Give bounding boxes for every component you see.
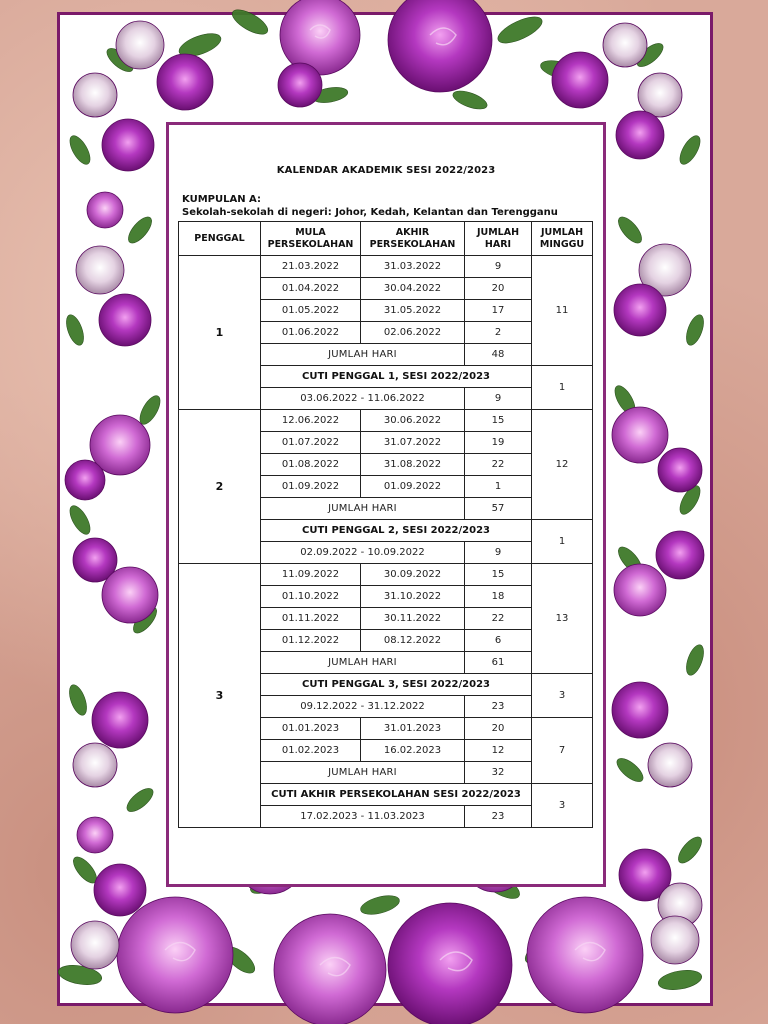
end-date: 31.01.2023: [361, 718, 465, 740]
end-break-label: CUTI AKHIR PERSEKOLAHAN SESI 2022/2023: [261, 784, 532, 806]
total-label: JUMLAH HARI: [261, 498, 465, 520]
total-label: JUMLAH HARI: [261, 762, 465, 784]
break-label: CUTI PENGGAL 3, SESI 2022/2023: [261, 674, 532, 696]
day-count: 6: [465, 630, 532, 652]
break-weeks: 1: [532, 520, 593, 564]
total-days: 57: [465, 498, 532, 520]
end-date: 31.07.2022: [361, 432, 465, 454]
end-date: 30.11.2022: [361, 608, 465, 630]
header-jumlah-minggu: JUMLAH MINGGU: [532, 222, 593, 256]
week-count: 11: [532, 256, 593, 366]
end-date: 30.06.2022: [361, 410, 465, 432]
end-date: 02.06.2022: [361, 322, 465, 344]
day-count: 19: [465, 432, 532, 454]
break-weeks: 1: [532, 366, 593, 410]
start-date: 01.10.2022: [261, 586, 361, 608]
day-count: 20: [465, 718, 532, 740]
day-count: 15: [465, 564, 532, 586]
total-label: JUMLAH HARI: [261, 344, 465, 366]
day-count: 9: [465, 256, 532, 278]
header-mula: MULA PERSEKOLAHAN: [261, 222, 361, 256]
start-date: 01.02.2023: [261, 740, 361, 762]
day-count: 12: [465, 740, 532, 762]
day-count: 1: [465, 476, 532, 498]
start-date: 01.04.2022: [261, 278, 361, 300]
break-range: 02.09.2022 - 10.09.2022: [261, 542, 465, 564]
break-range: 03.06.2022 - 11.06.2022: [261, 388, 465, 410]
start-date: 12.06.2022: [261, 410, 361, 432]
end-date: 31.08.2022: [361, 454, 465, 476]
break-days: 9: [465, 542, 532, 564]
group-description: Sekolah-sekolah di negeri: Johor, Kedah, Kelantan dan Terengganu: [182, 207, 558, 218]
week-count: 12: [532, 410, 593, 520]
document-title: KALENDAR AKADEMIK SESI 2022/2023: [276, 165, 496, 176]
day-count: 18: [465, 586, 532, 608]
header-penggal: PENGGAL: [179, 222, 261, 256]
start-date: 11.09.2022: [261, 564, 361, 586]
week-count: 13: [532, 564, 593, 674]
total-days: 48: [465, 344, 532, 366]
break-weeks: 3: [532, 674, 593, 718]
penggal-number: 1: [179, 256, 261, 410]
start-date: 01.06.2022: [261, 322, 361, 344]
total-days: 32: [465, 762, 532, 784]
table-row: [179, 410, 593, 432]
start-date: 21.03.2022: [261, 256, 361, 278]
end-break-days: 23: [465, 806, 532, 828]
start-date: 01.12.2022: [261, 630, 361, 652]
end-date: 31.10.2022: [361, 586, 465, 608]
break-days: 9: [465, 388, 532, 410]
day-count: 2: [465, 322, 532, 344]
academic-calendar-table: [178, 221, 593, 828]
start-date: 01.01.2023: [261, 718, 361, 740]
day-count: 15: [465, 410, 532, 432]
header-akhir: AKHIR PERSEKOLAHAN: [361, 222, 465, 256]
group-label: KUMPULAN A:: [182, 194, 261, 205]
end-date: 30.04.2022: [361, 278, 465, 300]
break-days: 23: [465, 696, 532, 718]
break-label: CUTI PENGGAL 2, SESI 2022/2023: [261, 520, 532, 542]
penggal-number: 2: [179, 410, 261, 564]
end-break-weeks: 3: [532, 784, 593, 828]
end-date: 08.12.2022: [361, 630, 465, 652]
break-range: 09.12.2022 - 31.12.2022: [261, 696, 465, 718]
end-date: 31.03.2022: [361, 256, 465, 278]
penggal-number: 3: [179, 564, 261, 828]
day-count: 22: [465, 608, 532, 630]
table-header-row: [179, 222, 593, 256]
total-label: JUMLAH HARI: [261, 652, 465, 674]
break-label: CUTI PENGGAL 1, SESI 2022/2023: [261, 366, 532, 388]
start-date: 01.07.2022: [261, 432, 361, 454]
start-date: 01.11.2022: [261, 608, 361, 630]
table-row: [179, 564, 593, 586]
end-date: 16.02.2023: [361, 740, 465, 762]
end-break-range: 17.02.2023 - 11.03.2023: [261, 806, 465, 828]
header-jumlah-hari: JUMLAH HARI: [465, 222, 532, 256]
total-days: 61: [465, 652, 532, 674]
day-count: 17: [465, 300, 532, 322]
end-date: 30.09.2022: [361, 564, 465, 586]
day-count: 20: [465, 278, 532, 300]
end-date: 01.09.2022: [361, 476, 465, 498]
day-count: 22: [465, 454, 532, 476]
table-row: [179, 256, 593, 278]
start-date: 01.08.2022: [261, 454, 361, 476]
start-date: 01.05.2022: [261, 300, 361, 322]
end-date: 31.05.2022: [361, 300, 465, 322]
week-count: 7: [532, 718, 593, 784]
start-date: 01.09.2022: [261, 476, 361, 498]
